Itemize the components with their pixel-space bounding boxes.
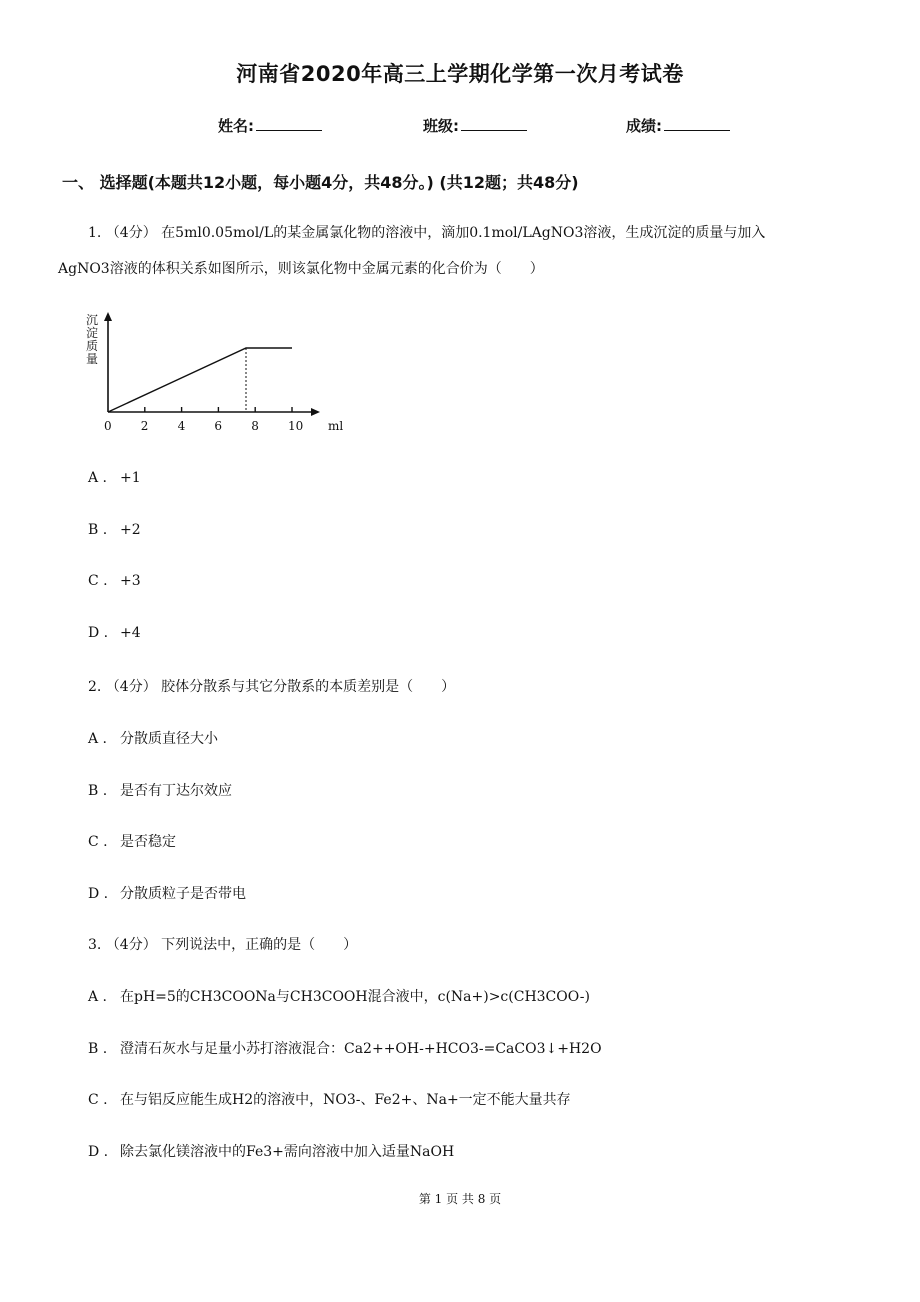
x-tick-label-4: 4 (177, 419, 186, 433)
option-letter: A . (88, 731, 108, 747)
q3-option-c[interactable] (88, 1089, 571, 1109)
section-heading: 一、 选择题(本题共12小题，每小题4分，共48分。) (共12题；共48分) (62, 173, 579, 192)
option-text: 是否稳定 (120, 834, 176, 850)
y-axis-arrow (104, 312, 112, 321)
q3-option-b[interactable] (88, 1038, 602, 1058)
question-3-text: 3. （4分） 下列说法中，正确的是（ ） (88, 937, 358, 953)
score-blank[interactable] (664, 114, 730, 131)
q2-option-c[interactable] (88, 831, 176, 851)
y-axis-label-char: 沉 (86, 313, 99, 327)
option-letter: A . (88, 470, 108, 486)
option-text: +1 (120, 470, 141, 486)
precipitate-mass-chart (84, 304, 344, 438)
option-text: +4 (120, 625, 141, 641)
q1-option-d[interactable] (88, 625, 141, 641)
option-text: 除去氯化镁溶液中的Fe3+需向溶液中加入适量NaOH (120, 1144, 455, 1160)
x-tick-label-10: 10 (288, 419, 304, 433)
y-axis-label-char: 淀 (86, 326, 99, 340)
name-field[interactable] (218, 114, 322, 136)
class-blank[interactable] (461, 114, 527, 131)
x-tick-label-2: 2 (140, 419, 149, 433)
x-tick-label-8: 8 (251, 419, 259, 433)
q2-option-a[interactable] (88, 728, 218, 748)
option-text: 澄清石灰水与足量小苏打溶液混合：Ca2++OH-+HCO3-=CaCO3↓+H2O (120, 1041, 602, 1057)
q3-option-d[interactable] (88, 1141, 454, 1161)
student-info-line (0, 114, 920, 138)
option-letter: C . (88, 1092, 108, 1108)
x-tick-label-0: 0 (104, 419, 112, 433)
option-letter: D . (88, 886, 109, 902)
question-2-text: 2. （4分） 胶体分散系与其它分散系的本质差别是（ ） (88, 679, 456, 695)
exam-title: 河南省2020年高三上学期化学第一次月考试卷 (236, 62, 684, 86)
option-text: 是否有丁达尔效应 (120, 783, 232, 799)
option-text: 在pH=5的CH3COONa与CH3COOH混合液中，c(Na+)>c(CH3COO-) (120, 989, 590, 1005)
class-label: 班级: (423, 117, 459, 135)
option-letter: B . (88, 1041, 108, 1057)
score-label: 成绩: (626, 117, 662, 135)
y-axis-label (86, 313, 98, 366)
option-letter: B . (88, 522, 108, 538)
series-line (108, 348, 292, 412)
option-text: 在与铝反应能生成H2的溶液中，NO3-、Fe2+、Na+一定不能大量共存 (120, 1092, 571, 1108)
option-text: 分散质直径大小 (120, 731, 218, 747)
x-axis-label: ml (328, 419, 344, 433)
x-tick-label-6: 6 (214, 419, 223, 433)
option-letter: C . (88, 834, 108, 850)
q2-option-b[interactable] (88, 780, 232, 800)
option-text: +2 (120, 522, 141, 538)
option-letter: A . (88, 989, 108, 1005)
x-axis-arrow (311, 408, 320, 416)
q1-option-c[interactable] (88, 573, 141, 589)
name-label: 姓名: (218, 117, 254, 135)
y-axis-label-char: 质 (86, 339, 99, 353)
name-blank[interactable] (256, 114, 322, 131)
option-letter: D . (88, 1144, 109, 1160)
q3-option-a[interactable] (88, 986, 590, 1006)
option-letter: C . (88, 573, 108, 589)
y-axis-label-char: 量 (86, 352, 99, 366)
option-text: +3 (120, 573, 141, 589)
q2-option-d[interactable] (88, 883, 246, 903)
question-1-text: 1. （4分） 在5ml0.05mol/L的某金属氯化物的溶液中，滴加0.1mol/LAgNO3溶液，生成沉淀的质量与加入 (88, 225, 766, 241)
page-footer: 第 1 页 共 8 页 (418, 1192, 502, 1206)
q1-option-b[interactable] (88, 522, 141, 538)
option-letter: D . (88, 625, 109, 641)
option-letter: B . (88, 783, 108, 799)
class-field[interactable] (423, 114, 527, 136)
q1-option-a[interactable] (88, 470, 141, 486)
question-1-text-cont: AgNO3溶液的体积关系如图所示，则该氯化物中金属元素的化合价为（ ） (58, 261, 544, 277)
score-field[interactable] (626, 114, 730, 136)
option-text: 分散质粒子是否带电 (120, 886, 246, 902)
